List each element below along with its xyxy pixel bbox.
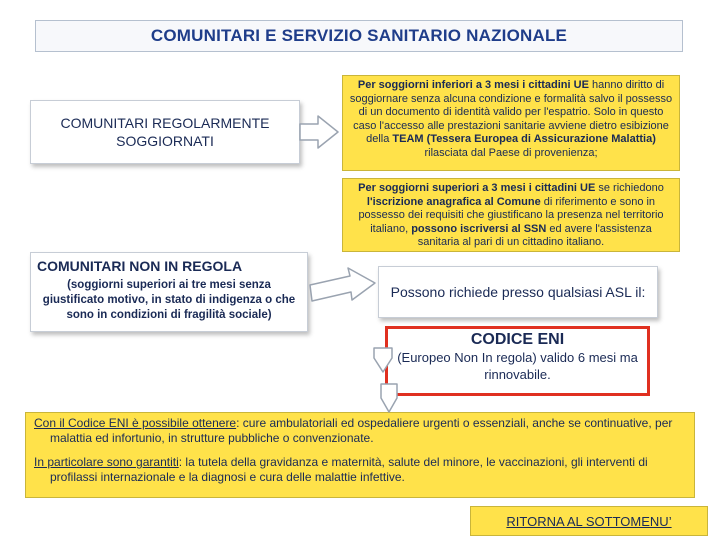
eni-benefits-box (25, 412, 695, 498)
page-title: COMUNITARI E SERVIZIO SANITARIO NAZIONALE (150, 26, 568, 45)
irregular-residents-heading: COMUNITARI NON IN REGOLA (37, 258, 243, 274)
back-to-submenu-label: RITORNA AL SOTTOMENU’ (506, 513, 672, 529)
arrow-right-icon (300, 116, 338, 148)
asl-request-box (378, 266, 658, 318)
eni-benefits-lead-2: In particolare sono garantiti (34, 455, 179, 469)
eni-benefits-text-1: : cure ambulatoriali ed ospedaliere urgenti o essenziali, anche se continuative, per malattia ed infortunio, in strutture pubbliche o convenzionate. (50, 416, 673, 445)
eni-benefits-paragraph-1 (34, 416, 686, 446)
short-stay-text-2: rilasciata dal Paese di provenienza; (424, 146, 598, 159)
eni-benefits-lead-1: Con il Codice ENI è possibile ottenere (34, 416, 237, 430)
page-title-bar (35, 20, 683, 52)
irregular-residents-detail: (soggiorni superiori ai tre mesi senza giustificato motivo, in stato di indigenza o che sono in condizioni di fragilità sociale) (42, 279, 296, 321)
eni-code-title: CODICE ENI (470, 331, 565, 348)
regular-residents-box (30, 100, 300, 164)
long-stay-bold-2: l'iscrizione anagrafica al Comune (366, 195, 541, 208)
short-stay-text-1: hanno diritto di soggiornare senza alcuna condizione e formalità salvo il possesso di un documento di identità valido per l'espatrio. Solo in questo caso l'accesso alle prestazioni sanitarie avviene dietro esibizione della (349, 79, 673, 145)
asl-request-label: Possono richiede presso qualsiasi ASL il: (390, 284, 646, 300)
arrow-right-icon (310, 268, 375, 301)
eni-code-box (385, 326, 650, 396)
long-stay-bold-1: Per soggiorni superiori a 3 mesi i cittadini UE (358, 182, 596, 194)
short-stay-info-box (342, 75, 680, 171)
eni-benefits-paragraph-2 (34, 455, 686, 485)
eni-code-subtitle: (Europeo Non In regola) valido 6 mesi ma rinnovabile. (397, 350, 638, 382)
long-stay-info-box (342, 178, 680, 252)
irregular-residents-box (30, 252, 308, 332)
long-stay-text-2: di riferimento e sono in possesso dei requisiti che giustificano la presenza nel territorio italiano, (358, 195, 664, 235)
long-stay-bold-3: possono iscriversi al SSN (411, 222, 547, 235)
back-to-submenu-button[interactable] (470, 506, 708, 536)
long-stay-text-1: se richiedono (595, 182, 664, 194)
regular-residents-label: COMUNITARI REGOLARMENTE SOGGIORNATI (60, 115, 270, 149)
short-stay-bold-2: TEAM (Tessera Europea di Assicurazione Malattia) (392, 133, 656, 145)
short-stay-bold-1: Per soggiorni inferiori a 3 mesi i cittadini UE (357, 79, 589, 91)
eni-benefits-text-2: : la tutela della gravidanza e maternità, salute del minore, le vaccinazioni, gli interventi di profilassi internazionale e la diagnosi e cura delle malattie infettive. (50, 455, 648, 484)
long-stay-text-3: ed avere l'assistenza sanitaria al pari di un cittadino italiano. (417, 222, 652, 248)
